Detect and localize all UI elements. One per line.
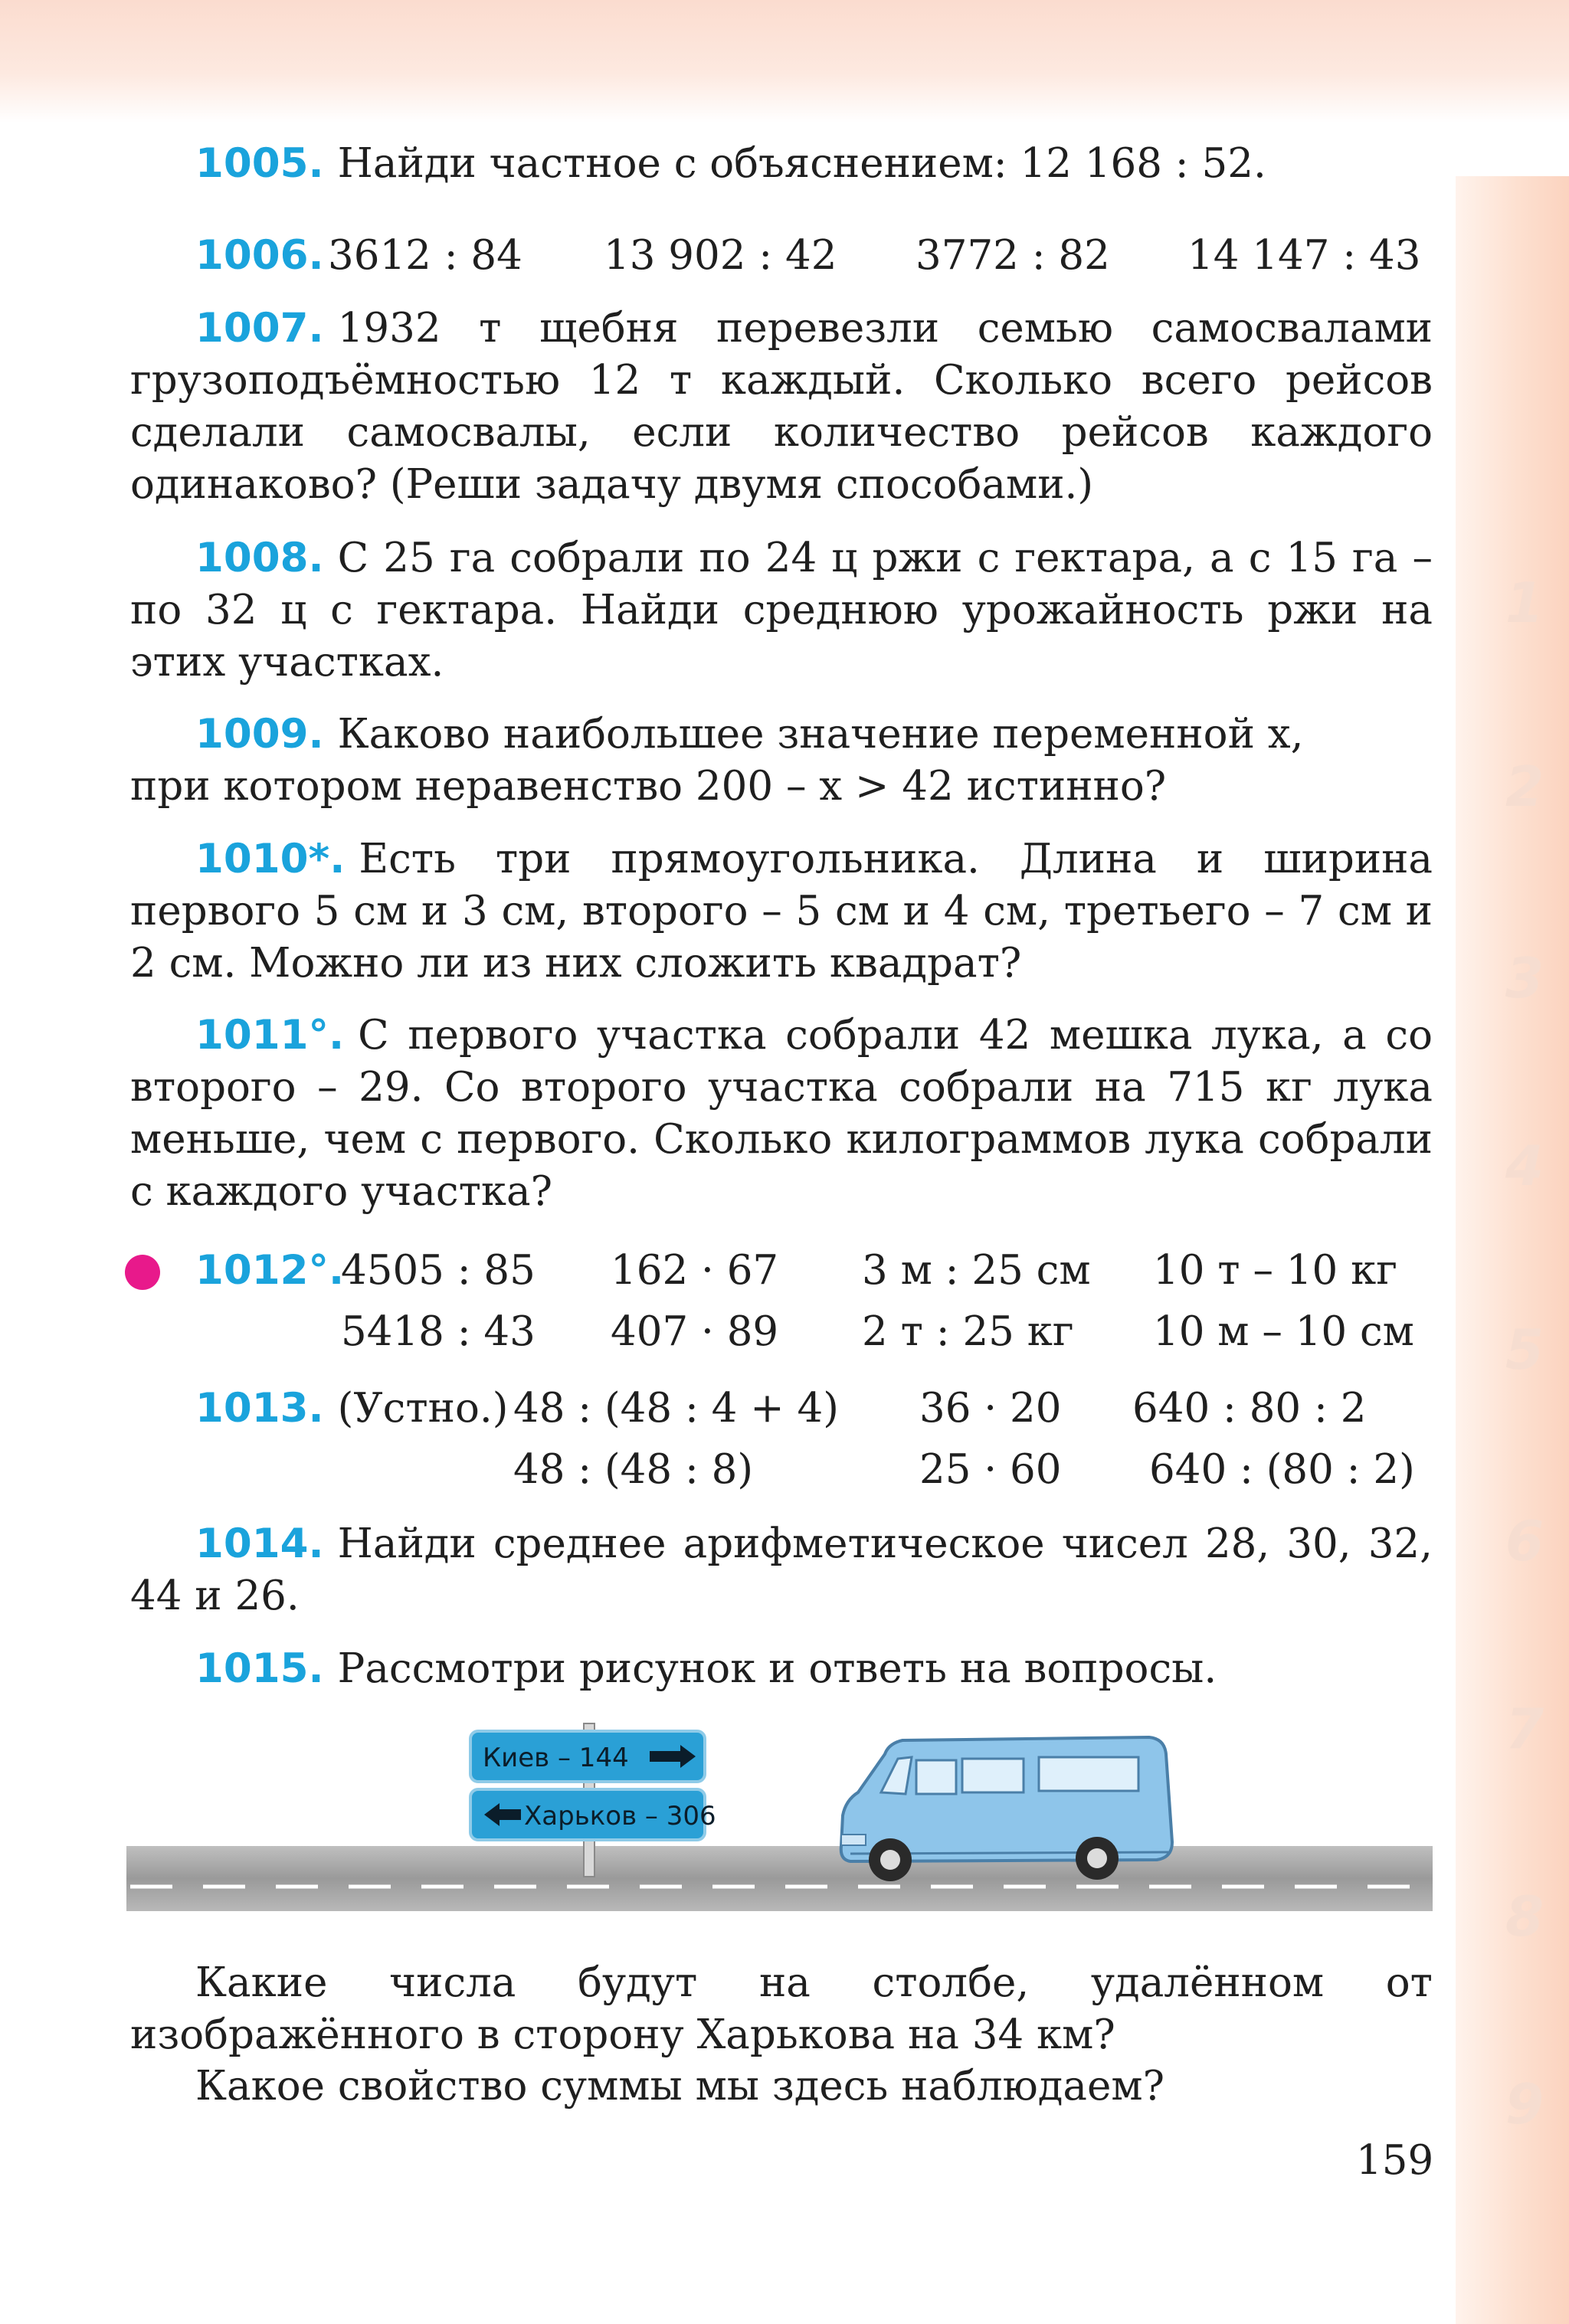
task-text: при котором неравенство 200 – x > 42 истинно? — [130, 763, 1167, 810]
expression: 640 : 80 : 2 — [1132, 1385, 1367, 1432]
task-number: 1007. — [195, 305, 324, 352]
task-number: 1012°. — [195, 1247, 345, 1294]
task-1015 — [195, 1643, 1498, 1695]
task-number: 1006. — [195, 232, 324, 279]
task-number: 1009. — [195, 711, 324, 758]
task-text: Найди частное с объяснением: 12 168 : 52. — [337, 140, 1266, 187]
top-decor-band — [0, 0, 1569, 123]
sign-kharkov-label: Харьков – 306 — [524, 1801, 716, 1831]
expression: 407 · 89 — [611, 1308, 779, 1355]
task-number: 1011°. — [195, 1012, 345, 1059]
task-1011 — [130, 1010, 1433, 1218]
task-text: Рассмотри рисунок и ответь на вопросы. — [337, 1645, 1217, 1692]
marker-dot-icon — [125, 1255, 160, 1290]
task-1009 — [130, 709, 1433, 813]
task-number: 1005. — [195, 140, 324, 187]
expression: 2 т : 25 кг — [862, 1308, 1074, 1355]
task-text: С первого участка собрали 42 мешка лука, а со второго – 29. Со второго участка собрали на 715 кг лука меньше, чем с первого. Сколько килограммов лука собрали с каждого участка? — [130, 1012, 1433, 1215]
task-1006 — [195, 230, 338, 282]
expression: 48 : (48 : 8) — [513, 1446, 754, 1493]
expression: 4505 : 85 — [341, 1247, 536, 1294]
task-1007 — [130, 303, 1433, 511]
page-number: 159 — [1356, 2137, 1434, 2184]
task-number: 1014. — [195, 1520, 324, 1567]
side-number: 3 — [1505, 946, 1544, 1010]
expression: 25 · 60 — [919, 1446, 1062, 1493]
van-image — [841, 1737, 1172, 1881]
expression: 3772 : 82 — [916, 232, 1110, 279]
expression: 14 147 : 43 — [1187, 232, 1421, 279]
expression: 5418 : 43 — [341, 1308, 536, 1355]
task-1008 — [130, 532, 1433, 689]
expression: 13 902 : 42 — [604, 232, 837, 279]
sign-kiev-label: Киев – 144 — [483, 1743, 629, 1773]
question-1: Какие числа будут на столбе, удалённом от изображённого в сторону Харькова на 34 км? — [130, 1959, 1433, 2058]
task-1014 — [130, 1518, 1433, 1622]
task-number: 1013. — [195, 1385, 324, 1432]
side-number: 6 — [1505, 1509, 1544, 1573]
side-number: 7 — [1505, 1697, 1544, 1761]
task-prefix: (Устно.) — [337, 1385, 509, 1432]
question-2: Какое свойство суммы мы здесь наблюдаем? — [195, 2063, 1164, 2110]
task-1013 — [195, 1383, 508, 1435]
task-text: Каково наибольшее значение переменной x, — [337, 711, 1304, 758]
side-number: 4 — [1505, 1134, 1544, 1198]
expression: 10 т – 10 кг — [1153, 1247, 1397, 1294]
task-text: Есть три прямоугольника. Длина и ширина первого 5 см и 3 см, второго – 5 см и 4 см, третьего – 7 см и 2 см. Можно ли из них сложить квадрат? — [130, 836, 1433, 987]
side-number: 1 — [1505, 571, 1544, 635]
task-text: С 25 га собрали по 24 ц ржи с гектара, а с 15 га – по 32 ц с гектара. Найди среднюю урожайность ржи на этих участках. — [130, 535, 1433, 686]
expression: 3612 : 84 — [328, 232, 522, 279]
road-illustration — [0, 1708, 1569, 1938]
side-number: 8 — [1505, 1884, 1544, 1949]
task-text: Найди среднее арифметическое чисел 28, 30, 32, 44 и 26. — [130, 1520, 1433, 1619]
expression: 48 : (48 : 4 + 4) — [513, 1385, 839, 1432]
side-number: 2 — [1505, 754, 1544, 819]
side-number: 5 — [1505, 1317, 1544, 1382]
expression: 36 · 20 — [919, 1385, 1062, 1432]
side-number: 9 — [1505, 2072, 1544, 2136]
task-1012 — [195, 1245, 358, 1297]
task-number: 1015. — [195, 1645, 324, 1692]
expression: 162 · 67 — [611, 1247, 779, 1294]
expression: 640 : (80 : 2) — [1149, 1446, 1415, 1493]
task-text: 1932 т щебня перевезли семью самосвалами грузоподъёмностью 12 т каждый. Сколько всего рейсов сделали самосвалы, если количество рейсов каждого одинаково? (Реши задачу двумя способами.) — [130, 305, 1433, 508]
expression: 3 м : 25 см — [862, 1247, 1091, 1294]
task-number: 1008. — [195, 535, 324, 581]
task-1005 — [195, 138, 1498, 190]
task-number: 1010*. — [195, 836, 346, 882]
side-decor-band — [1456, 176, 1569, 2324]
road — [126, 1846, 1433, 1911]
expression: 10 м – 10 см — [1153, 1308, 1414, 1355]
task-1010 — [130, 833, 1433, 990]
